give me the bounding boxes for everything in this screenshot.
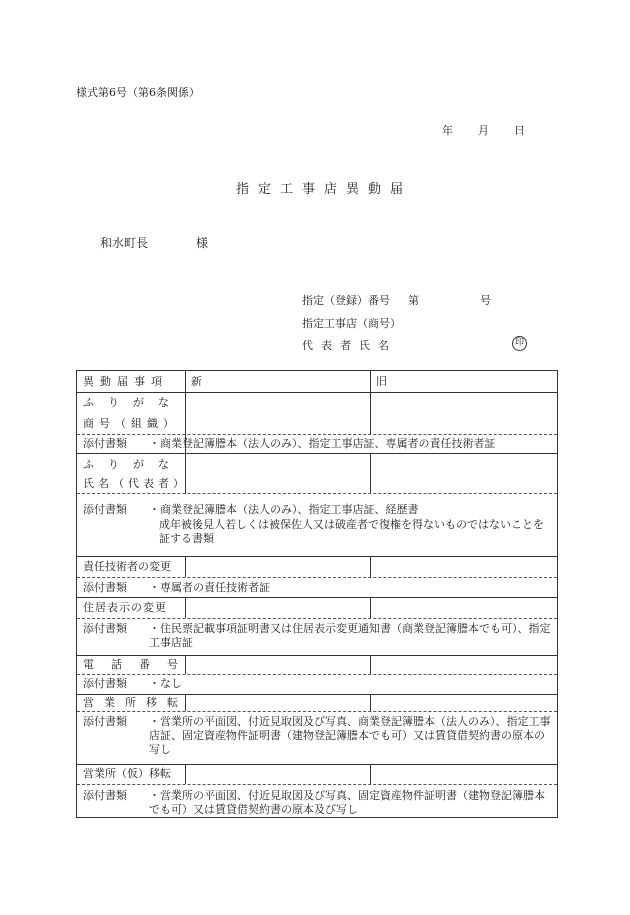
attachment-4: 添付書類 ・住民票記載事項証明書又は住居表示変更通知書（商業登記簿謄本でも可）、指定工事店証	[83, 622, 551, 649]
shogo-label: 商号（組織）	[83, 417, 179, 430]
attachment-3: 添付書類 ・専属者の責任技術者証	[83, 581, 270, 594]
attachment-1: 添付書類 ・商業登記簿謄本（法人のみ）、指定工事店証、専属者の責任技術者証	[83, 437, 496, 450]
attachment-6: 添付書類 ・営業所の平面図、付近見取図及び写真、商業登記簿謄本（法人のみ）、指定工事店証、固定資産物件証明書（建物登記簿謄本でも可）又は賃貸借契約書の原本の写し	[83, 715, 551, 756]
shimei-label: 氏名（代表者）	[83, 477, 188, 490]
header-item: 異動届事項	[83, 375, 168, 388]
attachment-7: 添付書類 ・営業所の平面図、付近見取図及び写真、固定資産物件証明書（建物登記簿謄本でも可）又は賃貸借契約書の原本及び写し	[83, 789, 545, 816]
registration-go: 号	[480, 294, 491, 307]
temp-move-label: 営業所（仮）移転	[83, 767, 171, 780]
furigana-label: ふりがな	[83, 396, 183, 409]
registration-dai: 第	[408, 294, 419, 307]
attachment-5: 添付書類 ・なし	[83, 677, 182, 690]
office-move-label: 営業所移転	[83, 696, 188, 709]
date-year: 年	[442, 124, 453, 137]
header-old: 旧	[376, 375, 387, 388]
furigana-label-2: ふりがな	[83, 458, 183, 471]
change-table: 異動届事項 新 旧 ふりがな 商号（組織） 添付書類 ・商業登記簿謄本（法人のみ）、指定工事店証、専属者の責任技術者証 ふりがな 氏名（代表者） 添付書類 ・商業登記簿謄本（法人のみ）、指定工事店証、経歴書 成年被後見人若しくは被保佐人又は破産者で復権を得ないものではないことを証する書類 責任技術者の変更 添付書類 ・専属者の責任技術者証 住居表示の変更 添付書類 ・住民票記載事項証明書又は住居表示変更通知書（商業登記簿謄本でも可）、指定工事店証 電話番号 添付書類 ・なし 営業所移転 添付書類 ・営業所の平面図、付近見取図及び写真、商業登記簿謄本（法人のみ）、指定工事店証、固定資産物件証明書（建物登記簿謄本でも可）又は賃貸借契約書の原本の写し 営業所（仮）移転 添付書類 ・営業所の平面図、付近見取図及び写真、固定資産物件証明書（建物登記簿謄本でも可）又は賃貸借契約書の原本及び写し	[76, 370, 558, 818]
engineer-label: 責任技術者の変更	[83, 560, 171, 573]
page-title: 指定工事店異動届	[236, 182, 413, 197]
phone-label: 電話番号	[83, 658, 195, 671]
form-number: 様式第6号（第6条関係）	[76, 86, 200, 99]
address-label: 住居表示の変更	[83, 601, 167, 614]
header-new: 新	[191, 375, 202, 388]
shop-label: 指定工事店（商号）	[302, 317, 401, 330]
registration-label: 指定（登録）番号	[302, 294, 390, 307]
date-month: 月	[478, 124, 489, 137]
attachment-2: 添付書類 ・商業登記簿謄本（法人のみ）、指定工事店証、経歴書	[83, 503, 419, 516]
addressee-name: 和水町長	[100, 236, 149, 250]
representative-label: 代表者氏名	[302, 339, 397, 352]
addressee-honorific: 様	[196, 236, 209, 250]
date-day: 日	[514, 124, 525, 137]
seal-mark: 印	[512, 336, 527, 351]
